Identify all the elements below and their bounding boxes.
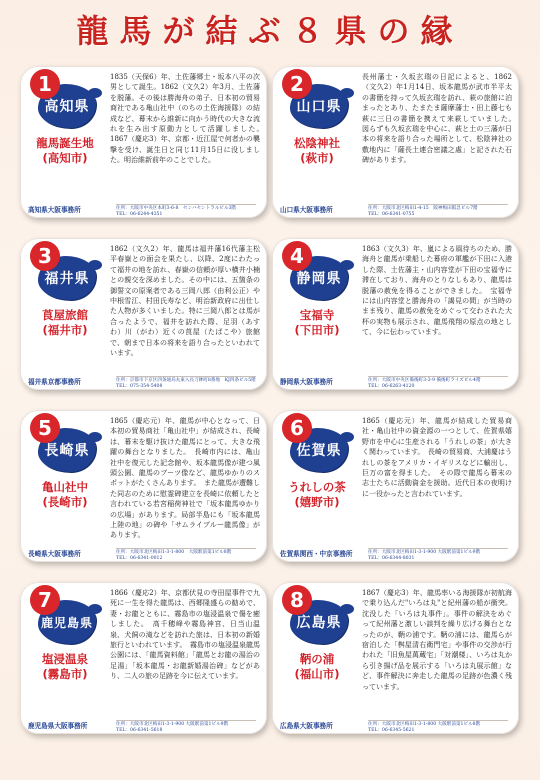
prefecture-badge: 鹿児島県 xyxy=(38,600,96,644)
landmark-label: 龍馬誕生地 (高知市) xyxy=(36,136,94,165)
office-address: 住所：大阪市北区梅田1-3-1-800 大阪駅前第1ビル8階 TEL：06-6345-5621 xyxy=(368,720,518,734)
panel-number-badge: 6 xyxy=(282,413,312,443)
panel-hiroshima xyxy=(272,582,519,734)
panel-number-badge: 4 xyxy=(282,241,312,271)
office-address: 住所：大阪市北区梅田1-3-1-800 大阪駅前第1ビル8階 TEL：06-6341-0012 xyxy=(116,548,266,562)
office-address: 住所：大阪市中央区備後町3-3-9 備後町ライズビル4階 TEL：06-6263-4120 xyxy=(368,376,518,390)
office-name: 山口県大阪事務所 xyxy=(280,206,333,214)
panel-body-text: 1866（慶応2）年、京都伏見の寺田屋事件で九死に一生を得た龍馬は、西郷隆盛らの勧めで、妻・お龍とともに、霧島市の塩浸温泉で傷を癒しました。 高千穂峰や霧島神宮、日当山温泉、犬飼の滝などを訪れた旅は、日本初の新婚旅行といわれています。 霧島市の塩浸温泉龍馬公園には、「龍馬資料館」「龍馬とお龍の湯治の足湯」「坂本龍馬・お龍新婚湯治碑」などがあり、二人の旅の足跡を今に伝えています。 xyxy=(110,589,260,681)
prefecture-badge: 広島県 xyxy=(290,600,348,644)
office-name: 静岡県大阪事務所 xyxy=(280,378,333,386)
landmark-label: 鞆の浦 (福山市) xyxy=(294,652,340,681)
panel-nagasaki xyxy=(20,410,267,562)
office-name: 高知県大阪事務所 xyxy=(28,206,81,214)
prefecture-badge: 高知県 xyxy=(38,84,96,128)
panel-number-badge: 3 xyxy=(30,241,60,271)
panel-kochi xyxy=(20,66,267,218)
landmark-label: 宝福寺 (下田市) xyxy=(294,308,340,337)
prefecture-badge: 長崎県 xyxy=(38,428,96,472)
panel-saga xyxy=(272,410,519,562)
landmark-label: 莨屋旅館 (福井市) xyxy=(42,308,88,337)
office-name: 鹿児島県大阪事務所 xyxy=(28,722,88,730)
panel-body-text: 1862（文久2）年、龍馬は福井藩16代藩主松平春嶽との面会を果たし、以降、2度にわたって福井の地を訪れ、春嶽の信頼が厚い横井小楠との親交を深めました。その中には、五箇条の御誓文の原案者である三岡八郎（由利公正）や中根雪江、村田氏寿など、明治新政府に出仕した人物が多くいました。特に三岡八郎とは馬が合ったようで、福井を訪れた際、足羽（あすわ）川（がわ）近くの莨屋（たばこや）旅館で、朝まで日本の将来を語り合ったといわれています。 xyxy=(110,245,260,358)
office-name: 福井県京都事務所 xyxy=(28,378,81,386)
panel-shizuoka xyxy=(272,238,519,390)
panel-number-badge: 5 xyxy=(30,413,60,443)
landmark-label: 亀山社中 (長崎市) xyxy=(42,480,88,509)
page-title: 龍馬が結ぶ８県の縁 xyxy=(76,12,464,50)
panel-body-text: 1863（文久3）年、嵐による風待ちのため、勝海舟と龍馬が乗船した幕府の軍艦が下田に入港した際、土佐藩主・山内容堂が下田の宝福寺に滞在しており、海舟のとりなしもあり、龍馬は脱藩の赦免を得ることができました。 宝福寺には山内容堂と勝海舟の「謁見の間」が当時のまま残り、龍馬の赦免をめぐって交わされた大杯の実物も展示され、龍馬飛翔の原点の地として、今に伝わっています。 xyxy=(362,245,512,337)
office-address: 住所：京都市下京区四条通烏丸東入長刀鉾町8番地 KJ四条ビル5階 TEL：075-354-5408 xyxy=(116,377,256,389)
panel-kagoshima xyxy=(20,582,267,734)
panel-number-badge: 1 xyxy=(30,69,60,99)
panel-yamaguchi xyxy=(272,66,519,218)
office-name: 長崎県大阪事務所 xyxy=(28,550,81,558)
panel-fukui xyxy=(20,238,267,390)
panel-number-badge: 2 xyxy=(282,69,312,99)
landmark-label: 塩浸温泉 (霧島市) xyxy=(42,652,88,681)
office-address: 住所：大阪市北区梅田1-3-1-900 大阪駅前第1ビル9階 TEL：06-6341-5618 xyxy=(116,720,266,734)
panel-body-text: 1865（慶応元）年、龍馬が中心となって、日本初の貿易商社「亀山社中」が結成され、長崎は、幕末を駆け抜けた龍馬にとって、大きな飛躍の舞台となりました。 長崎市内には、亀山社中を復元した記念館や、坂本龍馬像が建つ風頭公園、龍馬のブーツ像など、龍馬ゆかりのスポットがたくさんあります。 また龍馬が遭難した同志のために慰霊碑建立を長崎に依頼したと言われている若宮稲荷神社で「坂本龍馬ゆかりの広場」があります。局部半島にも「坂本龍馬上陸の地」の碑や「サムライブルー龍馬像」があります。 xyxy=(110,417,260,540)
panel-body-text: 長州藩士・久坂玄瑞の日記によると、1862（文久2）年1月14日、坂本龍馬が武市半平太の書簡を持って久坂玄瑞を訪れ、萩の旅館に泊まったとあり、たまたま薩摩藩士・田上藤七も萩に三日の書簡を携えて来萩していました。 図らずも久坂玄瑞を中心に、萩と土の三藩が日本の将来を語り合った場所として、松陰神社の敷地内に「薩長土連合密議之處」と記された石碑があります。 xyxy=(362,73,519,165)
panel-body-text: 1865（慶応元）年、龍馬が結成した貿易商社・亀山社中の資金源の一つとして、佐賀県嬉野市を中心に生産される「うれしの茶」が大きく関わっています。 長崎の貿易商、大浦慶はうれしの茶をアメリカ・イギリスなどに輸出し、巨万の富を得ました。 その際で龍馬ら幕末の志士たちに活動資金を援助。近代日本の夜明けに一役かったと言われています。 xyxy=(362,417,512,498)
landmark-label: うれしの茶 (嬉野市) xyxy=(288,480,346,509)
office-address: 住所：大阪市北区梅田1-4-15 阪神梅田阪急ビル7階 TEL：06-6341-0755 xyxy=(368,204,518,218)
office-name: 佐賀県関西・中京事務所 xyxy=(280,550,353,558)
prefecture-badge: 山口県 xyxy=(290,84,348,128)
office-name: 広島県大阪事務所 xyxy=(280,722,333,730)
prefecture-badge: 福井県 xyxy=(38,256,96,300)
prefecture-badge: 静岡県 xyxy=(290,256,348,300)
panel-body-text: 1835（天保6）年、土佐藩郷士・坂本八平の次男として誕生。1862（文久2）年3月、土佐藩を脱藩。その後は勝海舟の弟子、日本初の貿易商社である亀山社中（のちの土佐海援隊）の結成など、幕末から維新に向かう時代の大きな流れを生み出す原動力として活躍しました。 1867（慶応3）年、京都・近江屋で何者かの襲撃を受け、誕生日と同じ11月15日に没しました。明治維新前年のことでした。 xyxy=(110,73,267,165)
panel-body-text: 1867（慶応3）年、龍馬率いる海援隊が初航海で乗り込んだ"いろは丸"と紀州藩の船が衝突。沈没した「いろは丸事件」。事件の解決をめぐって紀州藩と激しい談判を繰り広げる舞台となったのが、鞆の浦です。鞆の浦には、龍馬らが宿泊した「桝屋清右衛門宅」や事件の交渉が行われた「旧魚屋萬蔵宅」「対潮楼」、いろは丸から引き揚げ品を展示する「いろは丸展示館」など、事件解決に奔走した龍馬の足跡が色濃く残っています。 xyxy=(362,589,512,691)
panel-number-badge: 7 xyxy=(30,585,60,615)
landmark-label: 松陰神社 (萩市) xyxy=(294,136,340,165)
office-address: 住所：大阪市中央区本町3-6-8 センバセントラルビル3階 TEL：06-6244-4351 xyxy=(116,204,266,218)
prefecture-badge: 佐賀県 xyxy=(290,428,348,472)
office-address: 住所：大阪市北区梅田1-3-1-900 大阪駅前第1ビル9階 TEL：06-6344-8031 xyxy=(368,548,518,562)
panel-number-badge: 8 xyxy=(282,585,312,615)
